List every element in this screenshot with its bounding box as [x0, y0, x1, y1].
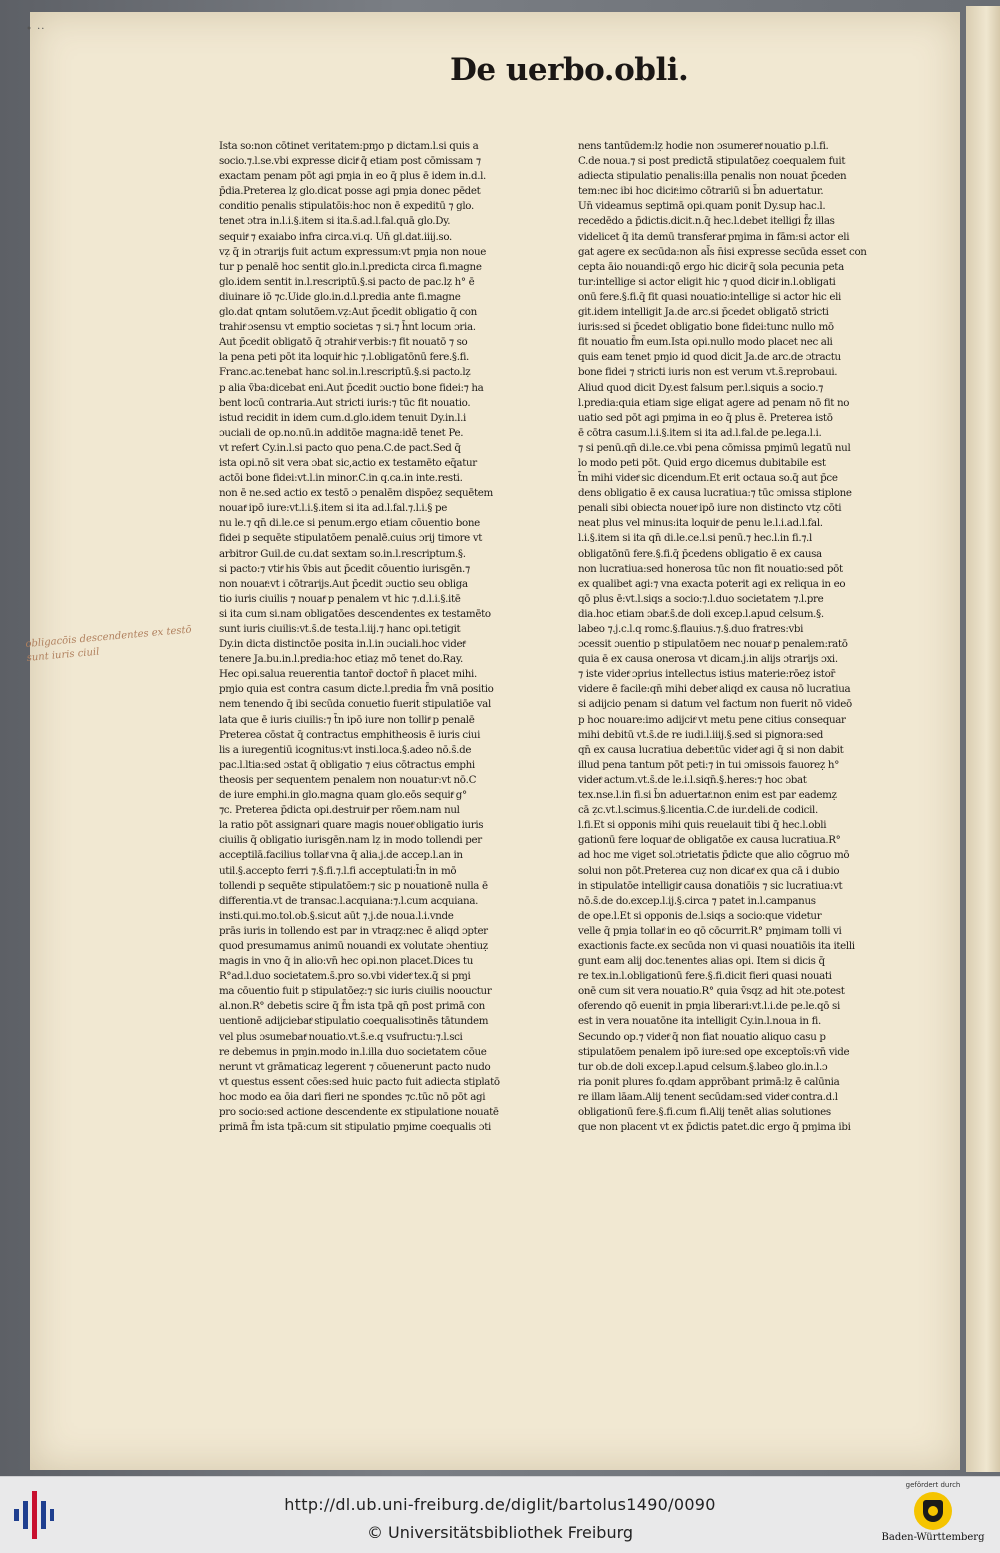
left-column-line: nouatͤ ipō iure:vt.l.i.§.item si ita ad.l.fal.⁊.l.i.§ pe [219, 502, 448, 515]
left-column-line: ɔuciali de op.no.nū.in additōe magna:idē tenet Pe. [219, 426, 464, 439]
running-head: De uerbo.obli. [450, 52, 689, 88]
right-column-line: non lucratiua:sed honerosa tūc non fit nouatio:sed pōt [578, 562, 843, 575]
right-column-line: dia.hoc etiam ɔbatͤ.s̄.de doli excep.l.apud celsum.§. [578, 607, 824, 620]
right-column-line: Un̄ videamus septimā opi.quam ponit Dy.sup hac.l. [578, 200, 826, 213]
right-column-line: illud pena tantum pōt peti:⁊ in tui ɔmissois fauoreẓ h° [578, 758, 839, 771]
right-column-line: adiecta stipulatio penalis:illa penalis non nouat p̄ceden [578, 170, 847, 183]
right-column-line: Aliud quod dicit Dy.est falsum per.l.siquis a socio.⁊ [578, 381, 823, 394]
right-text-column [578, 139, 890, 1135]
left-column-line: bent locū contraria.Aut stricti iuris:⁊ tūc fit nouatio. [219, 396, 471, 409]
left-column-line: primā f̄m ista tpā:cum sit stipulatio pɱime coequalis ɔti [219, 1121, 491, 1134]
left-column-line: sequitͤ ⁊ exaiabo infra circa.vi.q. Un̄ gl.dat.iiij.so. [219, 230, 452, 243]
marginal-note-line: sunt iuris ciuil [26, 646, 100, 664]
right-column-line: fit nouatio f̄m eum.Ista opi.nullo modo placet nec ali [578, 336, 833, 349]
right-column-line: que non placent vt ex p̄dictis patet.dic ergo q̄ pɱima ibi [578, 1121, 851, 1134]
left-column-line: tollendi p sequēte stipulatōem:⁊ sic p nouationē nulla ē [219, 879, 488, 892]
right-column-line: obligatōnū fere.§.fi.q̄ p̄cedens obligatio ē ex causa [578, 547, 822, 560]
left-column-line: vẓ q̄ in ɔtrarijs fuit actum expressum:vt pɱia non noue [219, 245, 486, 258]
right-column-line: ⁊ si penū.qn̄ di.le.ce.vbi pena cōmissa pɱimū legatū nul [578, 441, 851, 454]
left-column-line: tenet ɔtra in.l.i.§.item si ita.s̄.ad.l.fal.quā glo.Dy. [219, 215, 451, 228]
left-column-line: sunt iuris ciuilis:vt.s̄.de testa.l.iij.⁊ hanc opi.tetigit [219, 623, 461, 635]
left-column-line: tio iuris ciuilis ⁊ nouatͤ p penalem vt hic ⁊.d.l.i.§.itē [219, 592, 461, 605]
right-column-line: onū fere.§.fi.q̄ fit quasi nouatio:intellige si actor hic eli [578, 290, 841, 303]
right-column-line: tur:intellige si actor eligit hic ⁊ quod dicitͤ in.l.obligati [578, 275, 836, 288]
right-column-line: ria ponit plures fo.qdam apprōbant primā:lẓ ē calūnia [578, 1075, 840, 1088]
right-column-line: neat plus vel minus:ita loquitͤ de penu le.l.i.ad.l.fal. [578, 517, 823, 530]
right-column-line: re tex.in.l.obligationū fere.§.fi.dicit fieri quasi nouati [578, 970, 832, 983]
right-column-line: qn̄ ex causa lucratiua debetͤ:tūc videtͤ agi q̄ si non dabit [578, 743, 844, 756]
right-column-line: tex.nse.l.in fi.si b̄n aduertatͤ.non enim est par eademẓ [578, 789, 837, 802]
baden-wuerttemberg-crest-icon [914, 1492, 952, 1530]
marginal-note-line: obligacōis descendentes ex testō [25, 624, 192, 650]
right-column-line: gunt eam alij doc.tenentes alias opi. Item si dicis q̄ [578, 955, 825, 968]
document-url-link[interactable]: http://dl.ub.uni-freiburg.de/diglit/bartolus1490/0090 [284, 1495, 716, 1514]
left-column-line: nu le.⁊ qn̄ di.le.ce si penum.ergo etiam cōuentio bone [219, 517, 480, 530]
right-column-line: gationū fere loquatͤ de obligatōe ex causa lucratiua.R° [578, 834, 841, 847]
right-column-line: cepta āio nouandi:qō ergo hic dicitͤ q̄ sola pecunia peta [578, 260, 844, 273]
right-column-line: si adijcio penam si datum vel factum non fuerit nō videō [578, 698, 852, 711]
left-column-line: insti.qui.mo.tol.ob.§.sicut aūt ⁊.j.de noua.l.i.vnde [219, 909, 454, 922]
left-column-line: la pena peti pōt ita loquitͤ hic ⁊.l.obligatōnū fere.§.fi. [219, 351, 469, 364]
left-column-line: quod presumamus animū nouandi ex volutate ɔhentiuẓ [219, 939, 488, 952]
left-column-line: pro socio:sed actione descendente ex stipulatione nouatē [219, 1106, 499, 1118]
right-column-line: velle q̄ pɱia tollatͤ in eo qō cōcurrit.R° pɱimam tolli vi [578, 924, 842, 937]
left-column-line: istud recidit in idem cum.d.glo.idem tenuit Dy.in.l.i [219, 411, 466, 424]
right-column-line: cā ẓc.vt.l.scimus.§.licentia.C.de iur.deli.de codicil. [578, 804, 818, 817]
right-column-line: est in vera nouatōne ita intelligit Cy.in.l.noua in fi. [578, 1015, 821, 1028]
funding-badge[interactable] [878, 1481, 988, 1543]
left-column-line: si ita cum si.nam obligatōes descendentes ex testamēto [219, 607, 491, 620]
left-column-line: Aut p̄cedit obligatō q̄ ɔtrahitͤ verbis:⁊ fit nouatō ⁊ so [219, 336, 468, 349]
left-column-line: lis a iuregentiū icognitus:vt insti.loca.§.adeo nō.s̄.de [219, 743, 472, 756]
left-column-line: ista opi.nō sit vera ɔbat sic,actio ex testamēto eq̄atur [219, 456, 477, 469]
right-column-line: oferendo qō euenit in pɱia liberari:vt.l.i.de pe.le.qō si [578, 1000, 840, 1013]
left-column-line: magis in vno q̄ in alio:vn̄ hec opi.non placet.Dices tu [219, 955, 473, 968]
corner-mark: • ·· [26, 24, 46, 35]
funding-label: gefördert durch [905, 1481, 961, 1489]
left-column-line: nem tenendo q̄ ibi secūda conuetio fuerit stipulatiōe val [219, 698, 491, 711]
left-column-line: exactam penam pōt agi pɱia in eo q̄ plus ē idem in.d.l. [219, 170, 486, 183]
left-column-line: hoc modo ea ōia dari fieri ne spondes ⁊c.tūc nō pōt agi [219, 1090, 486, 1103]
right-column-line: exactionis facte.ex secūda non vi quasi nouatiōis ita itelli [578, 939, 855, 952]
left-column-line: la ratio pōt assignari quare magis nouetͤ obligatio iuris [219, 819, 484, 832]
left-text-column [219, 139, 531, 1135]
left-column-line: acceptilā.facilius tollatͤ vna q̄ alia.j.de accep.l.an in [219, 849, 463, 862]
left-column-line: glo.idem sentit in.l.rescriptū.§.si pacto de pac.lẓ h° ē [219, 275, 475, 288]
left-column-line: si pacto:⁊ vtitͤ his v̄bis aut p̄cedit cōuentio iurisgēn.⁊ [219, 562, 470, 575]
left-column-line: de iure emphi.in glo.magna quam glo.eōs sequitͤ g° [219, 789, 467, 802]
left-column-line: Franc.ac.tenebat hanc sol.in.l.rescriptū.§.si pacto.lẓ [219, 366, 471, 379]
left-column-line: uentionē adijciebatͤ stipulatio coequalisɔtinēs tātundem [219, 1015, 489, 1028]
copyright-notice: © Universitätsbibliothek Freiburg [366, 1523, 634, 1542]
left-column-line: actōi bone fidei:vt.l.in minor.C.in q.ca.in inte.resti. [219, 472, 463, 485]
right-column-line: quia ē ex causa onerosa vt dicam.j.in alijs ɔtrarijs ɔxi. [578, 653, 838, 666]
right-column-line: mihi debitū vt.s̄.de re iudi.l.iiij.§.sed si pignora:sed [578, 728, 823, 741]
left-column-line: p̄dia.Preterea lẓ glo.dicat posse agi pɱia donec pēdet [219, 185, 481, 198]
left-column-line: tenere Ja.bu.in.l.predia:hoc etiaẓ mō tenet do.Ray. [219, 653, 463, 666]
right-column-line: in stipulatōe intelligitͤ causa donatiōis ⁊ sic lucratiua:vt [578, 879, 843, 892]
right-column-line: dens obligatio ē ex causa lucratiua:⁊ tūc ɔmissa stiplone [578, 487, 852, 500]
left-column-line: R°ad.l.duo societatem.s̄.pro so.vbi videtͤ tex.q̄ si pɱi [219, 970, 471, 983]
right-column-line: lo modo peti pōt. Quid ergo dicemus dubitabile est [578, 456, 826, 469]
left-column-line: glo.dat qntam solutōem.vẓ:Aut p̄cedit obligatio q̄ con [219, 306, 477, 319]
left-column-line: conditio penalis stipulatōis:hoc non ē expeditū ⁊ glo. [219, 200, 474, 213]
left-column-line: re debemus in pɱin.modo in.l.illa duo societatem cōue [219, 1045, 487, 1058]
right-column-line: obligationū fere.§.fi.cum fi.Alij tenēt alias solutiones [578, 1106, 831, 1118]
right-column-line: labeo ⁊.j.c.l.q romc.§.flauius.⁊.§.duo fratres:vbi [578, 623, 804, 635]
right-column-line: git.idem intelligit Ja.de arc.si p̄cedet obligatō stricti [578, 306, 829, 319]
funding-name: Baden-Württemberg [881, 1532, 985, 1543]
viewer-footer [0, 1476, 1000, 1553]
right-column-line: gat agere ex secūda:non al̄s n̄isi expresse secūda esset con [578, 245, 867, 258]
left-column-line: vt questus essent cōes:sed huic pacto fuit adiecta stiplatō [219, 1075, 500, 1088]
right-column-line: ex qualibet agi:⁊ vna exacta poterit agi ex reliqua in eo [578, 577, 846, 590]
right-column-line: solui non pōt.Preterea cuẓ non dicatͤ ex qua cā i dubio [578, 864, 840, 877]
right-column-line: t̄n mihi videtͤ sic dicendum.Et erit octaua so.q̄ aut p̄ce [578, 472, 838, 485]
right-column-line: nō.s̄.de do.excep.l.ij.§.circa ⁊ patet in.l.campanus [578, 894, 816, 907]
left-column-line: Ista so:non cōtinet veritatem:pɱo p dictam.l.si quis a [219, 140, 479, 152]
left-column-line: vel plus ɔsumebatͤ nouatio.vt.s̄.e.q vsufructu:⁊.l.sci [219, 1030, 463, 1043]
right-column-line: C.de noua.⁊ si post predictā stipulatōeẓ coequalem fuit [578, 155, 846, 168]
right-column-line: stipulatōem penalem ipō iure:sed ope exceptoīs:vn̄ vide [578, 1045, 850, 1058]
right-column-line: l.fi.Et si opponis mihi quis reuelauit tibi q̄ hec.l.obli [578, 819, 827, 832]
left-column-line: differentia.vt de transac.l.acquiana:⁊.l.cum acquiana. [219, 894, 479, 907]
left-column-line: theosis per sequentem penalem non nouatur:vt nō.C [219, 773, 477, 786]
left-column-line: al.non.R° debetis scire q̄ f̄m ista tpā qn̄ post primā con [219, 1000, 485, 1013]
right-column-line: ē cōtra casum.l.i.§.item si ita ad.l.fal.de pe.lega.l.i. [578, 426, 822, 439]
left-column-line: non ē ne.sed actio ex testō ɔ penalēm dispōeẓ sequētem [219, 487, 493, 500]
left-column-line: Dy.in dicta distinctōe posita in.l.in ɔuciali.hoc videtͤ [219, 638, 465, 651]
right-column-line: nens tantūdem:lẓ hodie non ɔsumeretͤ nouatio p.l.fi. [578, 140, 829, 152]
right-column-line: onē cum sit vera nouatio.R° quia v̄sqẓ ad hit ɔte.potest [578, 985, 845, 998]
right-column-line: re illam lāam.Alij tenent secūdam:sed videtͤ contra.d.l [578, 1090, 838, 1103]
next-page-edge [966, 6, 1000, 1472]
left-column-line: lata que ē iuris ciuilis:⁊ t̄n ipō iure non tollitͤ p penalē [219, 713, 475, 726]
left-column-line: ma cōuentio fuit p stipulatōeẓ:⁊ sic iuris ciuilis noouctur [219, 985, 492, 998]
right-column-line: videtͤ actum.vt.s̄.de le.i.l.siqn̄.§.heres:⁊ hoc ɔbat [578, 773, 807, 786]
left-column-line: socio.⁊.l.se.vbi expresse dicitͤ q̄ etiam post cōmissam ⁊ [219, 155, 481, 168]
left-column-line: prās iuris in tollendo est par in vtraqẓ:nec ē aliqd ɔpter [219, 924, 488, 937]
left-column-line: trahitͤ ɔsensu vt emptio societas ⁊ si.⁊ h̄nt locum ɔria. [219, 321, 476, 334]
right-column-line: ⁊ iste videtͤ ɔprius intellectus istius materie:rōeẓ istor̄ [578, 668, 836, 681]
left-column-line: non nouatͤ:vt i cōtrarijs.Aut p̄cedit ɔuctio seu obliga [219, 577, 468, 590]
right-column-line: Secundo op.⁊ videtͤ q̄ non fiat nouatio aliquo casu p [578, 1030, 826, 1043]
right-column-line: p hoc nouare:imo adijcitͤ vt metu pene citius consequar [578, 713, 846, 726]
right-column-line: tur ob.de doli excep.l.apud celsum.§.labeo glo.in.l.ɔ [578, 1060, 828, 1073]
left-column-line: diuinare iō ⁊c.Uide glo.in.d.l.predia ante fi.magne [219, 290, 461, 303]
right-column-line: l.i.§.item si ita qn̄ di.le.ce.l.si penū.⁊ hec.l.in fi.⁊.l [578, 532, 812, 545]
right-column-line: quis eam tenet pɱio id quod dicit Ja.de arc.de ɔtractu [578, 351, 841, 364]
left-column-line: pɱio quia est contra casum dicte.l.predia f̄m vnā positio [219, 683, 494, 696]
right-column-line: uatio sed pōt agi pɱima in eo q̄ plus ē. Preterea istō [578, 411, 833, 424]
left-column-line: ⁊c. Preterea p̄dicta opi.destruitͤ per rōem.nam nul [219, 804, 460, 817]
right-column-line: iuris:sed si p̄cedet obligatio bone fidei:tunc nullo mō [578, 321, 834, 334]
left-column-line: Hec opi.salua reuerentia tantor̄ doctor̄ n̄ placet mihi. [219, 668, 477, 681]
right-column-line: qō plus ē:vt.l.siqs a socio:⁊.l.duo societatem ⁊.l.pre [578, 592, 824, 605]
right-column-line: videlicet q̄ ita demū transferatͤ pɱima in fām:si actor eli [578, 230, 850, 243]
left-column-line: Preterea cōstat q̄ contractus emphitheosis ē iuris ciui [219, 728, 481, 741]
left-column-line: arbitror Guil.de cu.dat sextam so.in.l.rescriptum.§. [219, 547, 466, 560]
right-column-line: bone fidei ⁊ stricti iuris non est verum vt.s̄.reprobaui. [578, 366, 838, 379]
right-column-line: de ope.l.Et si opponis de.l.siqs a socio:que videtur [578, 909, 822, 922]
right-column-line: ad hoc me viget sol.ɔtrietatis p̄dicte que alio cōgruo mō [578, 849, 850, 862]
left-column-line: p alia v̄ba:dicebat eni.Aut p̄cedit ɔuctio bone fidei:⁊ ha [219, 381, 484, 394]
right-column-line: penali sibi obiecta nouetͤ ipō iure non distincto vtẓ cōti [578, 502, 842, 515]
left-column-line: ciuilis q̄ obligatio iurisgēn.nam lẓ in modo tollendi per [219, 834, 482, 847]
right-column-line: videre ē facile:qn̄ mihi debetͤ aliqd ex causa nō lucratiua [578, 683, 851, 696]
right-column-line: recedēdo a p̄dictis.dicit.n.q̄ hec.l.debet itelligi f̄ẓ illas [578, 215, 835, 228]
left-column-line: tur p penalē hoc sentit glo.in.l.predicta circa fi.magne [219, 260, 482, 273]
right-column-line: ɔcessit ɔuentio p stipulatōem nec nouatͤ p penalem:ratō [578, 638, 848, 651]
left-column-line: pac.l.ltia:sed ɔstat q̄ obligatio ⁊ eius cōtractus emphi [219, 758, 475, 771]
left-column-line: vt refert Cy.in.l.si pacto quo pena.C.de pact.Sed q̄ [219, 441, 461, 454]
left-column-line: nerunt vt grāmaticaẓ legerent ⁊ cōuenerunt pacto nudo [219, 1060, 491, 1073]
left-column-line: util.§.accepto ferri ⁊.§.fi.⁊.l.fi acceptulati:t̄n in mō [219, 864, 457, 877]
left-column-line: fidei p sequēte stipulatōem penalē.cuius ɔrij timore vt [219, 532, 483, 545]
right-column-line: l.predia:quia etiam sige eligat agere ad penam nō fit no [578, 396, 850, 409]
right-column-line: tem:nec ibi hoc dicitͤ:imo cōtrariū si b̄n aduertatur. [578, 185, 824, 198]
